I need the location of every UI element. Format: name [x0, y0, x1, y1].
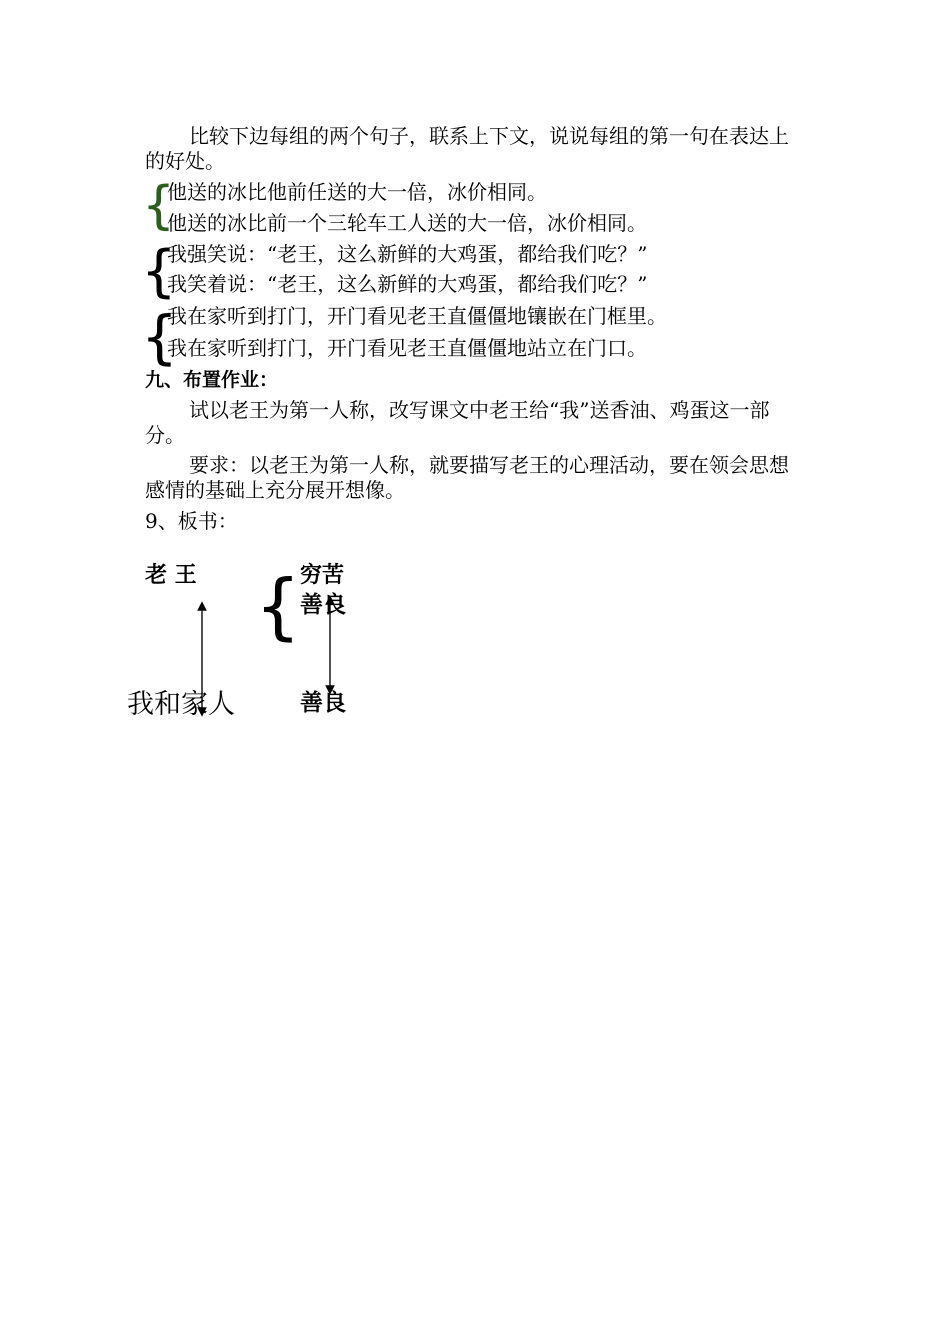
board-shanliang-top: 善良 [300, 592, 346, 618]
homework-heading: 九、布置作业： [145, 369, 279, 391]
group-1-brace: { [142, 176, 176, 236]
blackboard-heading: 9、板书： [145, 509, 238, 533]
group-2-sentence-a: 我强笑说：“老王，这么新鲜的大鸡蛋，都给我们吃？” [167, 242, 648, 266]
group-3-sentence-a: 我在家听到打门，开门看见老王直僵僵地镶嵌在门框里。 [167, 304, 667, 328]
board-laowang: 老 王 [145, 563, 197, 588]
group-2-sentence-b: 我笑着说：“老王，这么新鲜的大鸡蛋，都给我们吃？” [167, 272, 648, 296]
board-shanliang-bottom: 善良 [300, 690, 346, 716]
board-family: 我和家人 [127, 689, 235, 720]
group-1-sentence-a: 他送的冰比他前任送的大一倍，冰价相同。 [167, 180, 547, 204]
group-2-brace: { [141, 239, 177, 304]
board-brace: { [255, 564, 301, 648]
homework-task: 试以老王为第一人称，改写课文中老王给“我”送香油、鸡蛋这一部分。 [145, 398, 770, 447]
comparison-instruction: 比较下边每组的两个句子，联系上下文，说说每组的第一句在表达上的好处。 [145, 124, 789, 173]
board-qiongku: 穷苦 [300, 563, 345, 588]
group-3-sentence-b: 我在家听到打门，开门看见老王直僵僵地站立在门口。 [167, 336, 647, 360]
group-1-sentence-b: 他送的冰比前一个三轮车工人送的大一倍，冰价相同。 [167, 211, 647, 235]
homework-requirement: 要求：以老王为第一人称，就要描写老王的心理活动，要在领会思想感情的基础上充分展开想像。 [145, 453, 789, 502]
group-3-brace: { [141, 303, 178, 371]
